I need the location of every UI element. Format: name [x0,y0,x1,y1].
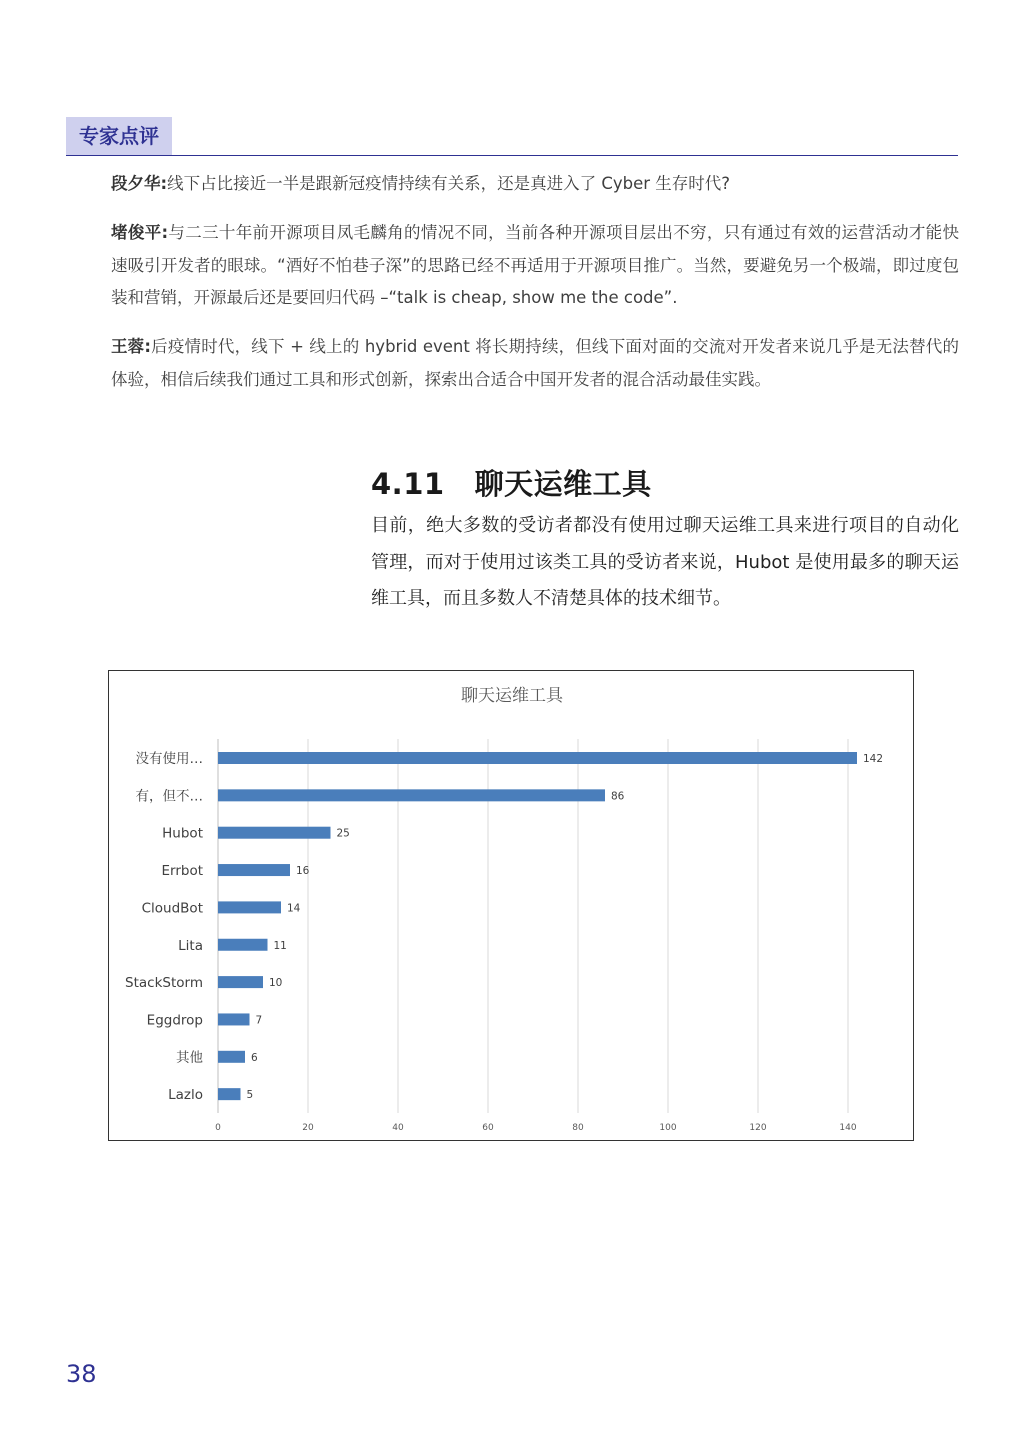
data-label: 14 [287,902,301,915]
commenter-name: 堵俊平: [111,223,169,242]
bar [218,864,290,876]
bar [218,789,605,801]
data-label: 6 [251,1051,258,1064]
x-tick-label: 80 [572,1123,584,1133]
category-label: StackStorm [125,975,203,992]
x-tick-label: 140 [839,1123,857,1133]
comment-3 [111,331,959,396]
comment-text: 与二三十年前开源项目凤毛麟角的情况不同，当前各种开源项目层出不穷，只有通过有效的运营活动才能快速吸引开发者的眼球。“酒好不怕巷子深”的思路已经不再适用于开源项目推广。当然，要避免另一个极端，即过度包装和营销，开源最后还是要回归代码 –“talk is cheap, show me the code”. [111,223,960,307]
page-number: 38 [66,1360,97,1388]
bar [218,901,281,913]
section-heading [371,462,652,503]
section-number: 4.11 [371,467,445,501]
data-label: 16 [296,865,310,878]
x-tick-label: 60 [482,1123,494,1133]
expert-comments [111,168,959,406]
bar [218,1013,250,1025]
comment-text: 后疫情时代，线下 + 线上的 hybrid event 将长期持续，但线下面对面的交流对开发者来说几乎是无法替代的体验，相信后续我们通过工具和形式创新，探索出合适合中国开发者的混合活动最佳实践。 [111,337,959,389]
comment-2 [111,217,959,315]
data-label: 5 [246,1089,254,1102]
category-label: 有，但不… [135,788,203,805]
chart-svg [109,671,915,1142]
data-label: 142 [863,753,884,765]
data-label: 10 [269,977,283,990]
bar [218,1088,241,1100]
category-label: Eggdrop [146,1012,203,1029]
category-label: CloudBot [141,900,203,917]
bar [218,752,857,764]
data-label: 7 [255,1014,263,1027]
bar [218,939,268,951]
category-label: Lita [178,937,203,954]
category-label: 没有使用… [135,751,203,767]
category-label: Errbot [161,863,203,880]
bar [218,1051,245,1063]
bar [218,827,331,839]
chart-title: 聊天运维工具 [461,686,563,706]
intro-paragraph: 目前，绝大多数的受访者都没有使用过聊天运维工具来进行项目的自动化管理，而对于使用过该类工具的受访者来说，Hubot 是使用最多的聊天运维工具，而且多数人不清楚具体的技术细节。 [371,515,959,609]
data-label: 25 [336,827,350,840]
x-tick-label: 20 [302,1123,314,1133]
chat-ops-tools-chart [108,670,914,1141]
section-tag: 专家点评 [66,117,172,155]
category-label: 其他 [176,1049,203,1066]
data-label: 11 [273,939,287,952]
category-label: Lazlo [168,1087,203,1104]
comment-text: 线下占比接近一半是跟新冠疫情持续有关系，还是真进入了 Cyber 生存时代? [167,174,731,193]
x-tick-label: 120 [749,1123,767,1133]
category-label: Hubot [162,825,203,842]
commenter-name: 王蓉: [111,337,151,356]
comment-1 [111,168,959,201]
commenter-name: 段夕华: [111,174,168,193]
section-title: 聊天运维工具 [474,467,652,501]
section-divider [66,155,958,156]
x-tick-label: 40 [392,1123,404,1133]
x-tick-label: 100 [659,1123,677,1133]
x-tick-label: 0 [215,1123,221,1133]
data-label: 86 [611,790,625,803]
bar [218,976,263,988]
